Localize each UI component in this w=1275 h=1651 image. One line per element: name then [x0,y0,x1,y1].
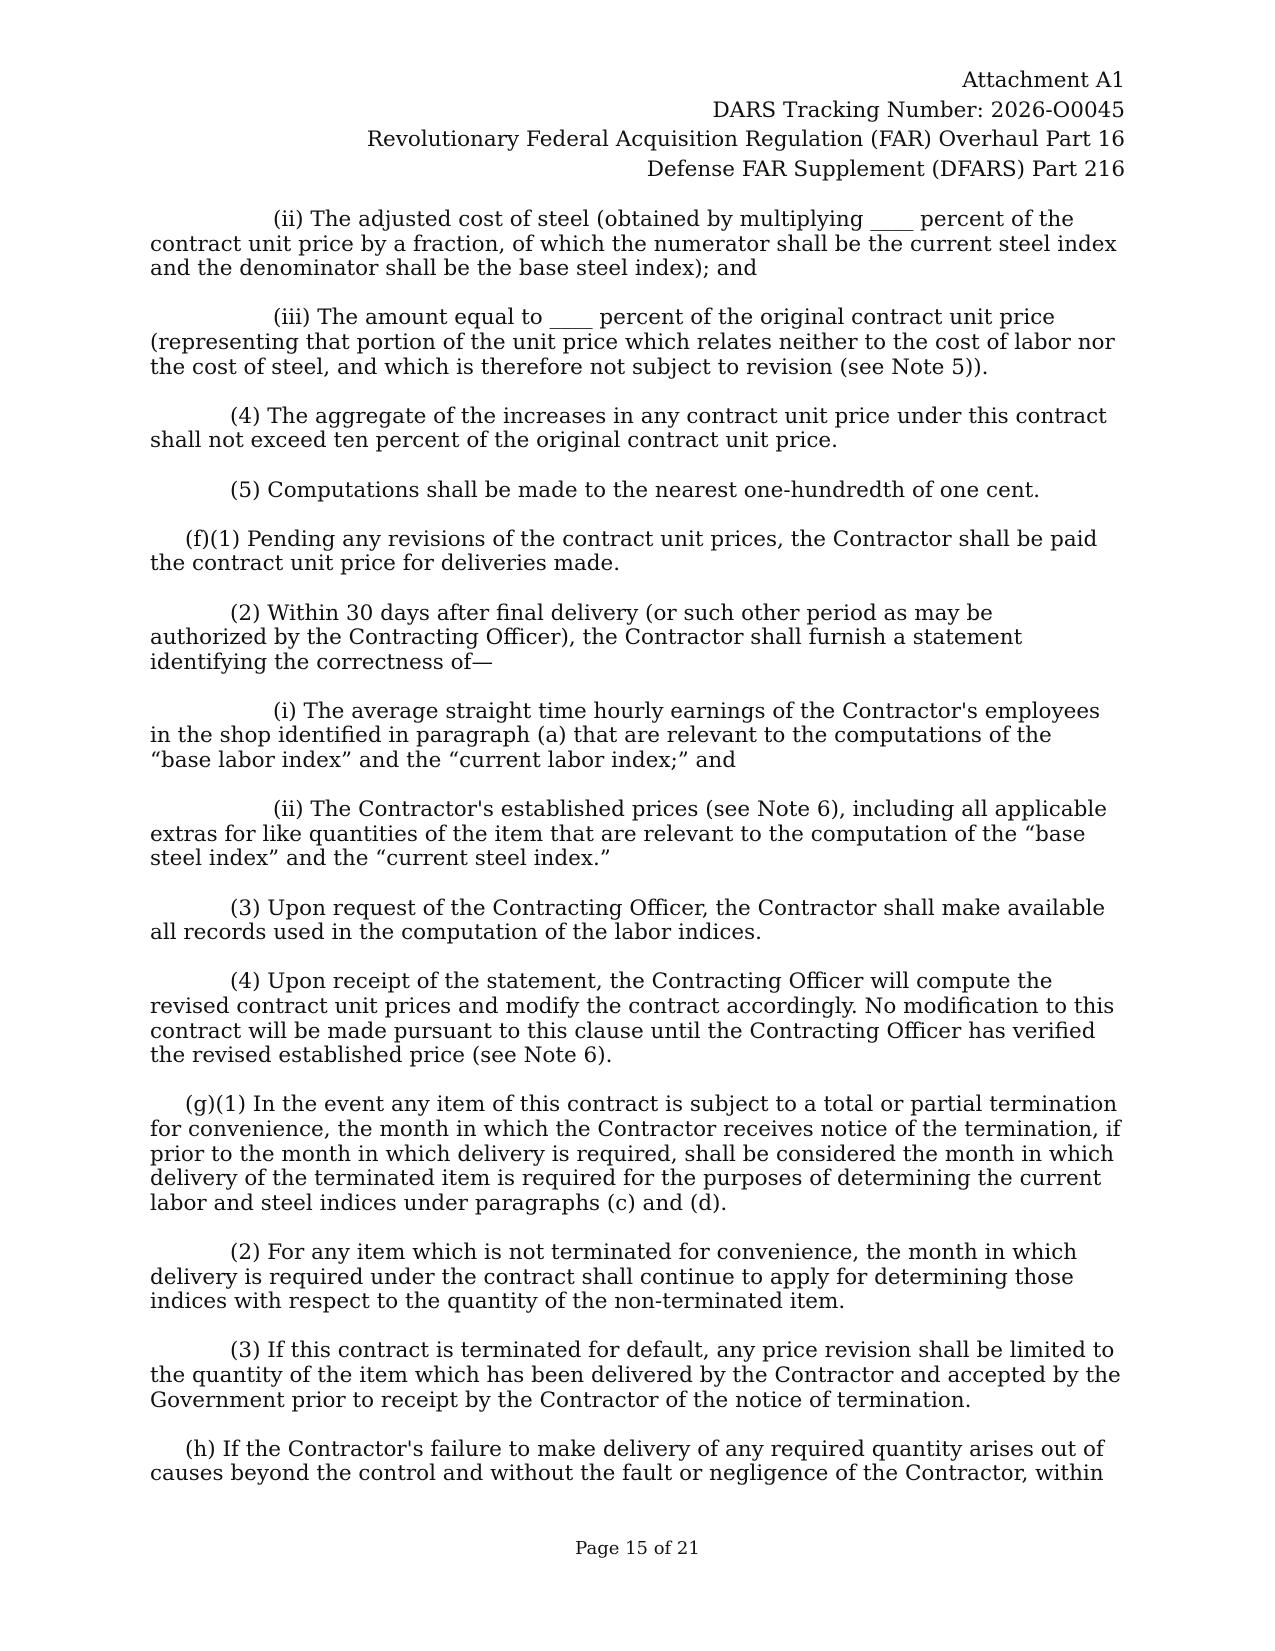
paragraph-h: (h) If the Contractor's failure to make delivery of any required quantity arises out of causes beyond the control and without the fault or negligence of the Contractor, within [150,1436,1104,1487]
page-header [367,66,1125,184]
paragraph-e-3-ii: (ii) The adjusted cost of steel (obtained by multiplying ____ percent of the contract unit price by a fraction, of which the numerator shall be the current steel index and the denominator shall be the base steel index); and [150,207,1117,282]
paragraph-f-2-ii: (ii) The Contractor's established prices (see Note 6), including all applicable extras for like quantities of the item that are relevant to the computation of the “base steel index” and the “current steel index.” [150,797,1107,872]
paragraph-f-2-i: (i) The average straight time hourly earnings of the Contractor's employees in the shop identified in paragraph (a) that are relevant to the computations of the “base labor index” and the “current labor index;” and [150,698,1101,774]
header-regulation-title: Revolutionary Federal Acquisition Regulation (FAR) Overhaul Part 16 [366,127,1125,153]
paragraph-g-3: (3) If this contract is terminated for default, any price revision shall be limited to the quantity of the item which has been delivered by the Contractor and accepted by the Government prior to receipt by the Contractor of the notice of termination. [150,1338,1121,1413]
header-attachment: Attachment A1 [962,68,1125,93]
paragraph-e-5: (5) Computations shall be made to the nearest one-hundredth of one cent. [230,477,1041,503]
paragraph-f-4: (4) Upon receipt of the statement, the Contracting Officer will compute the revised contract unit prices and modify the contract accordingly. No modification to this contract will be made pursuant to this clause until the Contracting Officer has verified the revised established price (see Note 6). [150,969,1115,1069]
paragraph-f-3: (3) Upon request of the Contracting Officer, the Contractor shall make available all records used in the computation of the labor indices. [150,895,1106,946]
paragraph-g-1: (g)(1) In the event any item of this contract is subject to a total or partial termination for convenience, the month in which the Contractor receives notice of the termination, if prior to the month in which delivery is required, shall be considered the month in which delivery of the terminated item is required for the purposes of determining the current labor and steel indices under paragraphs (c) and (d). [150,1092,1121,1216]
header-tracking-number: DARS Tracking Number: 2026-O0045 [712,97,1125,123]
document-body [150,208,1130,1511]
page-number: Page 15 of 21 [575,1538,700,1559]
header-supplement-title: Defense FAR Supplement (DFARS) Part 216 [646,156,1125,182]
paragraph-e-3-iii: (iii) The amount equal to ____ percent of the original contract unit price (representing that portion of the unit price which relates neither to the cost of labor nor the cost of steel, and which is therefore not subject to revision (see Note 5)). [150,305,1115,380]
paragraph-g-2: (2) For any item which is not terminated for convenience, the month in which delivery is required under the contract shall continue to apply for determining those indices with respect to the quantity of the non-terminated item. [150,1239,1078,1315]
paragraph-e-4: (4) The aggregate of the increases in any contract unit price under this contract shall not exceed ten percent of the original contract unit price. [150,403,1107,454]
paragraph-f-1: (f)(1) Pending any revisions of the contract unit prices, the Contractor shall be paid the contract unit price for deliveries made. [150,526,1098,577]
paragraph-f-2: (2) Within 30 days after final delivery (or such other period as may be authorized by the Contracting Officer), the Contractor shall furnish a statement identifying the correctness of— [150,600,1023,675]
